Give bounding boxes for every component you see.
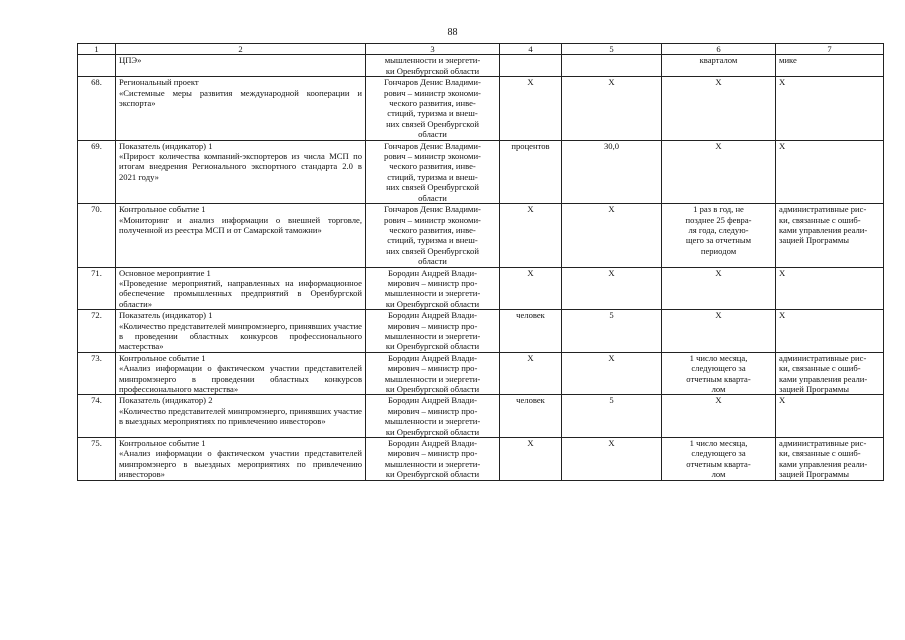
table-row <box>78 310 884 353</box>
row-unit-cell <box>500 140 562 203</box>
row-unit: процентов <box>511 140 550 151</box>
row-number: 72. <box>91 310 102 321</box>
row-name: Контрольное событие 1 «Мониторинг и анализ информации о внешней торговле, полученной из реестра МСП и от Самарской таможни» <box>119 204 362 235</box>
row-number-cell <box>78 310 116 353</box>
table-row <box>78 55 884 77</box>
row-deadline-cell <box>662 438 776 481</box>
row-name-cell <box>116 55 366 77</box>
row-unit: человек <box>516 310 545 321</box>
row-deadline-cell <box>662 77 776 140</box>
row-risks: X <box>779 310 786 321</box>
row-deadline-cell <box>662 310 776 353</box>
row-unit: X <box>527 438 534 449</box>
row-risks-cell <box>776 140 884 203</box>
row-responsible: Бородин Андрей Влади- мирович – министр про- мышленности и энергети- ки Оренбургской области <box>384 438 481 480</box>
row-number-cell <box>78 395 116 438</box>
row-value: X <box>608 204 615 215</box>
row-name-cell <box>116 352 366 395</box>
row-number-cell <box>78 267 116 310</box>
row-name: Основное мероприятие 1 «Проведение мероприятий, направленных на информационное обеспечение промышленных предприятий в Оренбургской области» <box>119 267 362 309</box>
row-risks-cell <box>776 77 884 140</box>
row-name: Показатель (индикатор) 1 «Прирост количества компаний-экспортеров из числа МСП по итогам внедрения Регионального экспортного стандарта 2.0 в 2021 году» <box>119 140 362 182</box>
row-deadline-cell <box>662 395 776 438</box>
column-header: 4 <box>500 44 562 55</box>
row-deadline-cell <box>662 140 776 203</box>
row-number-cell <box>78 204 116 267</box>
row-risks: X <box>779 267 786 278</box>
column-header: 5 <box>562 44 662 55</box>
row-deadline: X <box>715 395 722 406</box>
row-name-cell <box>116 438 366 481</box>
row-value: X <box>608 77 615 88</box>
table-row <box>78 77 884 140</box>
row-name: Показатель (индикатор) 1 «Количество представителей минпромэнерго, принявших участие в проведении областных конкурсов профессионального мастерства» <box>119 310 362 352</box>
row-value: X <box>608 438 615 449</box>
row-value: 30,0 <box>603 140 620 151</box>
row-responsible: Гончаров Денис Владими- рович – министр экономи- ческого развития, инве- стиций, туризма и внеш- них связей Оренбургской области <box>384 140 481 203</box>
row-number-cell <box>78 77 116 140</box>
row-value-cell <box>562 267 662 310</box>
row-unit-cell <box>500 438 562 481</box>
program-table <box>77 43 884 481</box>
table-row <box>78 438 884 481</box>
row-unit-cell <box>500 77 562 140</box>
row-risks: административные рис- ки, связанные с ошиб- ками управления реали- зацией Программы <box>779 438 868 480</box>
row-unit-cell <box>500 310 562 353</box>
column-header: 7 <box>776 44 884 55</box>
row-risks: X <box>779 395 786 406</box>
row-responsible: Бородин Андрей Влади- мирович – министр про- мышленности и энергети- ки Оренбургской области <box>384 352 481 394</box>
row-risks-cell <box>776 267 884 310</box>
row-value: X <box>608 267 615 278</box>
row-name-cell <box>116 267 366 310</box>
row-deadline-cell <box>662 55 776 77</box>
row-unit-cell <box>500 395 562 438</box>
row-value-cell <box>562 77 662 140</box>
row-deadline: X <box>715 310 722 321</box>
row-deadline: кварталом <box>699 55 738 66</box>
row-responsible: мышленности и энергети- ки Оренбургской области <box>384 55 481 76</box>
row-responsible: Бородин Андрей Влади- мирович – министр про- мышленности и энергети- ки Оренбургской области <box>384 310 481 352</box>
row-value-cell <box>562 204 662 267</box>
row-responsible-cell <box>366 77 500 140</box>
column-header: 6 <box>662 44 776 55</box>
row-unit-cell <box>500 352 562 395</box>
row-value-cell <box>562 438 662 481</box>
table-row <box>78 267 884 310</box>
table-body <box>78 55 884 480</box>
row-risks-cell <box>776 438 884 481</box>
row-name-cell <box>116 204 366 267</box>
row-responsible-cell <box>366 204 500 267</box>
row-number-cell <box>78 140 116 203</box>
row-value-cell <box>562 310 662 353</box>
row-responsible: Бородин Андрей Влади- мирович – министр про- мышленности и энергети- ки Оренбургской области <box>384 267 481 309</box>
row-name-cell <box>116 77 366 140</box>
row-risks-cell <box>776 352 884 395</box>
table-row <box>78 395 884 438</box>
page-number: 88 <box>447 27 458 38</box>
row-risks-cell <box>776 55 884 77</box>
row-responsible-cell <box>366 267 500 310</box>
row-unit-cell <box>500 55 562 77</box>
row-risks: X <box>779 77 786 88</box>
row-responsible: Бородин Андрей Влади- мирович – министр про- мышленности и энергети- ки Оренбургской области <box>384 395 481 437</box>
row-name: Региональный проект «Системные меры развития международной кооперации и экспорта» <box>119 77 362 109</box>
table-row <box>78 352 884 395</box>
row-unit: X <box>527 204 534 215</box>
row-value-cell <box>562 395 662 438</box>
row-responsible: Гончаров Денис Владими- рович – министр экономи- ческого развития, инве- стиций, туризма и внеш- них связей Оренбургской области <box>384 77 481 140</box>
column-header: 1 <box>78 44 116 55</box>
row-responsible-cell <box>366 310 500 353</box>
row-responsible-cell <box>366 438 500 481</box>
row-responsible: Гончаров Денис Владими- рович – министр экономи- ческого развития, инве- стиций, туризма и внеш- них связей Оренбургской области <box>384 204 481 267</box>
row-number: 71. <box>91 267 102 278</box>
row-name-cell <box>116 140 366 203</box>
row-value-cell <box>562 140 662 203</box>
row-number: 74. <box>91 395 102 406</box>
row-number: 68. <box>91 77 102 88</box>
header-row <box>78 44 884 55</box>
row-risks: X <box>779 140 786 151</box>
column-header: 3 <box>366 44 500 55</box>
row-deadline-cell <box>662 352 776 395</box>
table-row <box>78 204 884 267</box>
row-value: 5 <box>609 310 614 321</box>
table-row <box>78 140 884 203</box>
row-unit-cell <box>500 204 562 267</box>
row-number: 73. <box>91 352 102 363</box>
row-number-cell <box>78 352 116 395</box>
row-value: X <box>608 352 615 363</box>
row-name-cell <box>116 395 366 438</box>
row-deadline-cell <box>662 204 776 267</box>
row-unit: человек <box>516 395 545 406</box>
row-unit: X <box>527 77 534 88</box>
row-deadline: 1 число месяца, следующего за отчетным кварта- лом <box>686 352 751 394</box>
row-value: 5 <box>609 395 614 406</box>
row-unit-cell <box>500 267 562 310</box>
row-responsible-cell <box>366 140 500 203</box>
row-risks: административные рис- ки, связанные с ошиб- ками управления реали- зацией Программы <box>779 204 868 246</box>
row-value-cell <box>562 55 662 77</box>
row-deadline-cell <box>662 267 776 310</box>
row-name: Показатель (индикатор) 2 «Количество представителей минпромэнерго, принявших участие в выездных мероприятиях по привлечению инвесторов» <box>119 395 362 427</box>
row-number: 69. <box>91 140 102 151</box>
row-deadline: 1 число месяца, следующего за отчетным кварта- лом <box>686 438 751 480</box>
row-number-cell <box>78 55 116 77</box>
row-responsible-cell <box>366 395 500 438</box>
row-deadline: X <box>715 77 722 88</box>
row-unit: X <box>527 267 534 278</box>
row-number: 70. <box>91 204 102 215</box>
row-risks: мике <box>779 55 797 66</box>
row-deadline: X <box>715 267 722 278</box>
row-name: Контрольное событие 1 «Анализ информации о фактическом участии представителей минпромэнерго в выездных мероприятиях по привлечению инвесторов» <box>119 438 362 480</box>
row-responsible-cell <box>366 55 500 77</box>
row-risks-cell <box>776 310 884 353</box>
column-header: 2 <box>116 44 366 55</box>
row-deadline: X <box>715 140 722 151</box>
row-number-cell <box>78 438 116 481</box>
row-risks-cell <box>776 395 884 438</box>
row-responsible-cell <box>366 352 500 395</box>
row-risks: административные рис- ки, связанные с ошиб- ками управления реали- зацией Программы <box>779 352 868 394</box>
row-value-cell <box>562 352 662 395</box>
row-number: 75. <box>91 438 102 449</box>
row-deadline: 1 раз в год, не позднее 25 февра- ля года, следую- щего за отчетным периодом <box>685 204 752 256</box>
row-risks-cell <box>776 204 884 267</box>
row-name-cell <box>116 310 366 353</box>
row-unit: X <box>527 352 534 363</box>
row-name: Контрольное событие 1 «Анализ информации о фактическом участии представителей минпромэнерго в проведении областных конкурсов профессионального мастерства» <box>119 352 362 394</box>
row-name: ЦПЭ» <box>119 55 142 66</box>
